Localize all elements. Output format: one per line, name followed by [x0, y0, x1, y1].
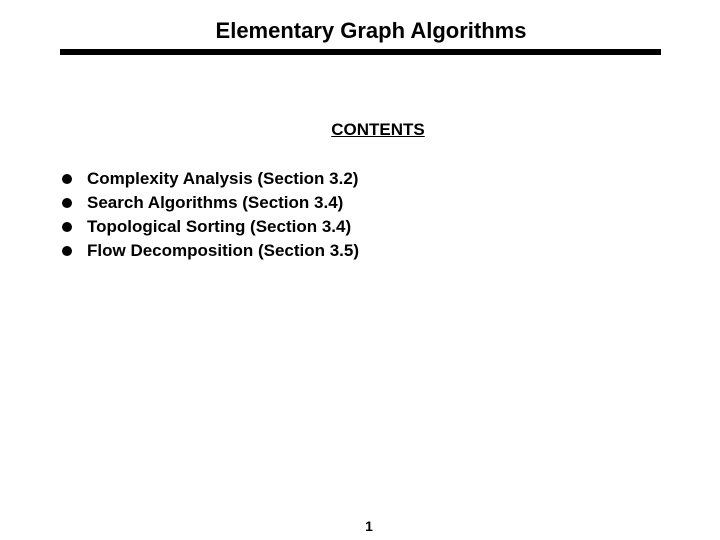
bullet-icon [62, 222, 72, 232]
list-item [60, 167, 359, 191]
list-item [60, 191, 359, 215]
page-number: 1 [365, 518, 373, 534]
contents-heading: CONTENTS [331, 120, 425, 139]
title-divider [60, 49, 661, 55]
bullet-icon [62, 246, 72, 256]
contents-list [60, 167, 359, 263]
bullet-icon [62, 198, 72, 208]
list-item-label: Search Algorithms (Section 3.4) [87, 193, 344, 212]
list-item-label: Topological Sorting (Section 3.4) [87, 217, 352, 236]
list-item-label: Complexity Analysis (Section 3.2) [87, 169, 359, 188]
slide-title: Elementary Graph Algorithms [215, 18, 527, 43]
list-item-label: Flow Decomposition (Section 3.5) [87, 241, 360, 260]
list-item [60, 215, 359, 239]
list-item [60, 239, 359, 263]
bullet-icon [62, 174, 72, 184]
